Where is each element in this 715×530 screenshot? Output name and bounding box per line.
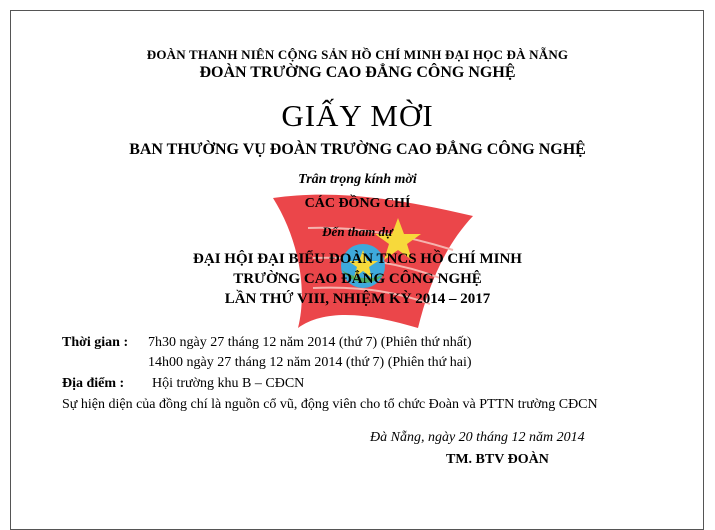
youth-union-emblem-watermark (268, 188, 478, 348)
event-line-1: ĐẠI HỘI ĐẠI BIỂU ĐOÀN TNCS HỒ CHÍ MINH (193, 251, 522, 267)
place-value: Hội trường khu B – CĐCN (152, 376, 305, 391)
place-label: Địa điểm : (62, 376, 125, 391)
signer: TM. BTV ĐOÀN (446, 452, 549, 467)
presence-note: Sự hiện diện của đồng chí là nguồn cổ vũ, động viên cho tổ chức Đoàn và PTTN trường CĐCN (62, 397, 598, 412)
event-line-2: TRƯỜNG CAO ĐẲNG CÔNG NGHỆ (233, 271, 482, 287)
document-title: GIẤY MỜI (281, 98, 434, 133)
organization-line-1: ĐOÀN THANH NIÊN CỘNG SẢN HỒ CHÍ MINH ĐẠI HỌC ĐÀ NẴNG (146, 47, 569, 62)
inviter: BAN THƯỜNG VỤ ĐOÀN TRƯỜNG CAO ĐẲNG CÔNG NGHỆ (129, 141, 586, 158)
respectfully-line: Trân trọng kính mời (298, 172, 417, 187)
attend-line: Đến tham dự (322, 224, 393, 239)
recipient: CÁC ĐỒNG CHÍ (304, 196, 411, 211)
time-session-2: 14h00 ngày 27 tháng 12 năm 2014 (thứ 7) (Phiên thứ hai) (148, 355, 472, 370)
date-place: Đà Nẵng, ngày 20 tháng 12 năm 2014 (370, 430, 585, 445)
event-line-3: LẦN THỨ VIII, NHIỆM KỲ 2014 – 2017 (224, 291, 491, 307)
time-session-1: 7h30 ngày 27 tháng 12 năm 2014 (thứ 7) (Phiên thứ nhất) (148, 335, 472, 350)
time-label: Thời gian : (62, 335, 129, 350)
organization-line-2: ĐOÀN TRƯỜNG CAO ĐẲNG CÔNG NGHỆ (199, 64, 516, 81)
